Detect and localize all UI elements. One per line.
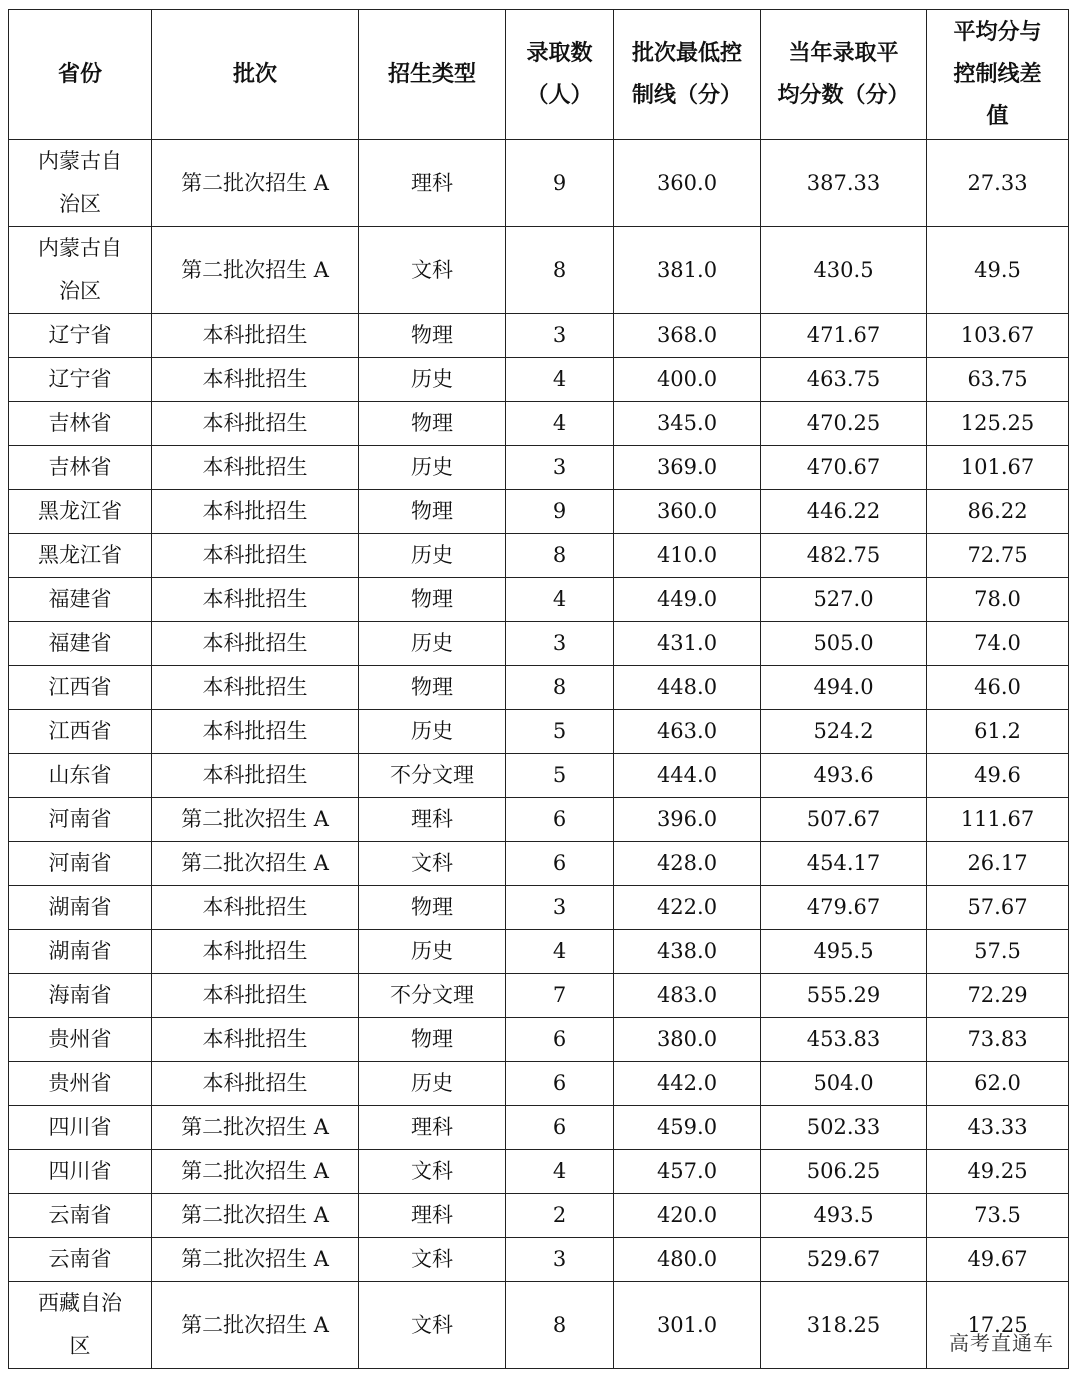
average-score-cell: 453.83 (761, 1018, 927, 1062)
province-cell: 辽宁省 (9, 314, 152, 358)
score-diff-cell: 62.0 (927, 1062, 1069, 1106)
batch-cell: 第二批次招生 A (152, 227, 359, 314)
score-diff-cell: 73.5 (927, 1194, 1069, 1238)
score-diff-cell: 17.25 (927, 1282, 1069, 1369)
batch-cell: 第二批次招生 A (152, 798, 359, 842)
table-row (9, 534, 1069, 578)
score-diff-cell: 49.6 (927, 754, 1069, 798)
batch-cell: 第二批次招生 A (152, 1106, 359, 1150)
score-diff-cell: 63.75 (927, 358, 1069, 402)
control-line-cell: 442.0 (614, 1062, 761, 1106)
table-row (9, 666, 1069, 710)
type-cell: 理科 (359, 1194, 506, 1238)
header-type: 招生类型 (359, 10, 506, 140)
average-score-cell: 482.75 (761, 534, 927, 578)
count-cell: 9 (506, 140, 614, 227)
type-cell: 文科 (359, 1282, 506, 1369)
score-diff-cell: 72.75 (927, 534, 1069, 578)
control-line-cell: 381.0 (614, 227, 761, 314)
average-score-cell: 471.67 (761, 314, 927, 358)
control-line-cell: 396.0 (614, 798, 761, 842)
province-cell: 福建省 (9, 578, 152, 622)
province-cell: 吉林省 (9, 402, 152, 446)
type-cell: 文科 (359, 1238, 506, 1282)
type-cell: 文科 (359, 842, 506, 886)
control-line-cell: 368.0 (614, 314, 761, 358)
header-average-score: 当年录取平 均分数（分） (761, 10, 927, 140)
count-cell: 2 (506, 1194, 614, 1238)
score-diff-cell: 73.83 (927, 1018, 1069, 1062)
score-diff-cell: 49.5 (927, 227, 1069, 314)
type-cell: 物理 (359, 314, 506, 358)
type-cell: 文科 (359, 1150, 506, 1194)
control-line-cell: 457.0 (614, 1150, 761, 1194)
average-score-cell: 387.33 (761, 140, 927, 227)
province-cell: 湖南省 (9, 886, 152, 930)
score-diff-cell: 43.33 (927, 1106, 1069, 1150)
control-line-cell: 448.0 (614, 666, 761, 710)
type-cell: 理科 (359, 140, 506, 227)
score-diff-cell: 78.0 (927, 578, 1069, 622)
type-cell: 物理 (359, 402, 506, 446)
table-row (9, 1018, 1069, 1062)
table-row (9, 798, 1069, 842)
average-score-cell: 430.5 (761, 227, 927, 314)
average-score-cell: 507.67 (761, 798, 927, 842)
type-cell: 历史 (359, 710, 506, 754)
average-score-cell: 470.67 (761, 446, 927, 490)
control-line-cell: 301.0 (614, 1282, 761, 1369)
count-cell: 6 (506, 842, 614, 886)
score-diff-cell: 57.5 (927, 930, 1069, 974)
batch-cell: 本科批招生 (152, 534, 359, 578)
control-line-cell: 380.0 (614, 1018, 761, 1062)
count-cell: 4 (506, 578, 614, 622)
average-score-cell: 524.2 (761, 710, 927, 754)
table-row (9, 1282, 1069, 1369)
province-cell: 内蒙古自 治区 (9, 227, 152, 314)
type-cell: 物理 (359, 1018, 506, 1062)
type-cell: 物理 (359, 666, 506, 710)
table-row (9, 842, 1069, 886)
province-cell: 海南省 (9, 974, 152, 1018)
average-score-cell: 470.25 (761, 402, 927, 446)
score-diff-cell: 49.67 (927, 1238, 1069, 1282)
count-cell: 8 (506, 666, 614, 710)
count-cell: 5 (506, 754, 614, 798)
table-row (9, 446, 1069, 490)
admission-score-table (8, 9, 1069, 1369)
type-cell: 历史 (359, 930, 506, 974)
table-row (9, 402, 1069, 446)
batch-cell: 本科批招生 (152, 358, 359, 402)
average-score-cell: 495.5 (761, 930, 927, 974)
control-line-cell: 420.0 (614, 1194, 761, 1238)
type-cell: 不分文理 (359, 974, 506, 1018)
count-cell: 8 (506, 534, 614, 578)
count-cell: 6 (506, 1062, 614, 1106)
count-cell: 6 (506, 1106, 614, 1150)
score-diff-cell: 101.67 (927, 446, 1069, 490)
table-row (9, 314, 1069, 358)
province-cell: 江西省 (9, 710, 152, 754)
header-score-diff: 平均分与 控制线差 值 (927, 10, 1069, 140)
batch-cell: 本科批招生 (152, 402, 359, 446)
province-cell: 黑龙江省 (9, 490, 152, 534)
table-row (9, 140, 1069, 227)
table-row (9, 710, 1069, 754)
count-cell: 3 (506, 622, 614, 666)
average-score-cell: 504.0 (761, 1062, 927, 1106)
type-cell: 理科 (359, 798, 506, 842)
province-cell: 河南省 (9, 798, 152, 842)
table-row (9, 1062, 1069, 1106)
control-line-cell: 444.0 (614, 754, 761, 798)
control-line-cell: 428.0 (614, 842, 761, 886)
header-province: 省份 (9, 10, 152, 140)
control-line-cell: 410.0 (614, 534, 761, 578)
table-row (9, 578, 1069, 622)
count-cell: 3 (506, 886, 614, 930)
average-score-cell: 494.0 (761, 666, 927, 710)
count-cell: 5 (506, 710, 614, 754)
header-count: 录取数 （人） (506, 10, 614, 140)
province-cell: 黑龙江省 (9, 534, 152, 578)
province-cell: 内蒙古自 治区 (9, 140, 152, 227)
table-row (9, 886, 1069, 930)
province-cell: 福建省 (9, 622, 152, 666)
province-cell: 四川省 (9, 1106, 152, 1150)
table-row (9, 1150, 1069, 1194)
type-cell: 历史 (359, 534, 506, 578)
province-cell: 山东省 (9, 754, 152, 798)
batch-cell: 本科批招生 (152, 930, 359, 974)
type-cell: 物理 (359, 578, 506, 622)
province-cell: 贵州省 (9, 1062, 152, 1106)
batch-cell: 本科批招生 (152, 314, 359, 358)
batch-cell: 本科批招生 (152, 490, 359, 534)
score-diff-cell: 125.25 (927, 402, 1069, 446)
count-cell: 3 (506, 1238, 614, 1282)
average-score-cell: 446.22 (761, 490, 927, 534)
average-score-cell: 493.5 (761, 1194, 927, 1238)
type-cell: 物理 (359, 886, 506, 930)
count-cell: 7 (506, 974, 614, 1018)
table-row (9, 227, 1069, 314)
table-row (9, 754, 1069, 798)
average-score-cell: 527.0 (761, 578, 927, 622)
count-cell: 8 (506, 1282, 614, 1369)
province-cell: 贵州省 (9, 1018, 152, 1062)
count-cell: 6 (506, 1018, 614, 1062)
table-row (9, 490, 1069, 534)
table-row (9, 930, 1069, 974)
count-cell: 6 (506, 798, 614, 842)
batch-cell: 本科批招生 (152, 1018, 359, 1062)
count-cell: 3 (506, 314, 614, 358)
control-line-cell: 449.0 (614, 578, 761, 622)
watermark: 高考直通车 (949, 1331, 1054, 1355)
province-cell: 吉林省 (9, 446, 152, 490)
score-diff-cell: 49.25 (927, 1150, 1069, 1194)
average-score-cell: 318.25 (761, 1282, 927, 1369)
average-score-cell: 463.75 (761, 358, 927, 402)
table-row (9, 358, 1069, 402)
table-row (9, 622, 1069, 666)
province-cell: 西藏自治 区 (9, 1282, 152, 1369)
score-diff-cell: 61.2 (927, 710, 1069, 754)
batch-cell: 本科批招生 (152, 446, 359, 490)
header-control-line: 批次最低控 制线（分） (614, 10, 761, 140)
control-line-cell: 431.0 (614, 622, 761, 666)
control-line-cell: 360.0 (614, 490, 761, 534)
control-line-cell: 463.0 (614, 710, 761, 754)
average-score-cell: 479.67 (761, 886, 927, 930)
batch-cell: 第二批次招生 A (152, 140, 359, 227)
score-diff-cell: 72.29 (927, 974, 1069, 1018)
type-cell: 文科 (359, 227, 506, 314)
average-score-cell: 454.17 (761, 842, 927, 886)
average-score-cell: 502.33 (761, 1106, 927, 1150)
province-cell: 云南省 (9, 1194, 152, 1238)
control-line-cell: 345.0 (614, 402, 761, 446)
score-diff-cell: 111.67 (927, 798, 1069, 842)
control-line-cell: 369.0 (614, 446, 761, 490)
table-row (9, 1106, 1069, 1150)
score-diff-cell: 46.0 (927, 666, 1069, 710)
batch-cell: 第二批次招生 A (152, 1282, 359, 1369)
score-diff-cell: 103.67 (927, 314, 1069, 358)
average-score-cell: 555.29 (761, 974, 927, 1018)
score-diff-cell: 86.22 (927, 490, 1069, 534)
average-score-cell: 506.25 (761, 1150, 927, 1194)
score-diff-cell: 57.67 (927, 886, 1069, 930)
type-cell: 历史 (359, 358, 506, 402)
control-line-cell: 438.0 (614, 930, 761, 974)
province-cell: 云南省 (9, 1238, 152, 1282)
type-cell: 物理 (359, 490, 506, 534)
type-cell: 不分文理 (359, 754, 506, 798)
control-line-cell: 459.0 (614, 1106, 761, 1150)
type-cell: 理科 (359, 1106, 506, 1150)
table-body (9, 140, 1069, 1369)
batch-cell: 本科批招生 (152, 754, 359, 798)
province-cell: 河南省 (9, 842, 152, 886)
type-cell: 历史 (359, 1062, 506, 1106)
control-line-cell: 400.0 (614, 358, 761, 402)
count-cell: 9 (506, 490, 614, 534)
average-score-cell: 529.67 (761, 1238, 927, 1282)
count-cell: 4 (506, 358, 614, 402)
control-line-cell: 422.0 (614, 886, 761, 930)
batch-cell: 第二批次招生 A (152, 842, 359, 886)
province-cell: 辽宁省 (9, 358, 152, 402)
header-batch: 批次 (152, 10, 359, 140)
table-header-row (9, 10, 1069, 140)
batch-cell: 第二批次招生 A (152, 1238, 359, 1282)
score-diff-cell: 26.17 (927, 842, 1069, 886)
province-cell: 四川省 (9, 1150, 152, 1194)
batch-cell: 第二批次招生 A (152, 1150, 359, 1194)
average-score-cell: 493.6 (761, 754, 927, 798)
type-cell: 历史 (359, 446, 506, 490)
count-cell: 3 (506, 446, 614, 490)
table-row (9, 1238, 1069, 1282)
control-line-cell: 483.0 (614, 974, 761, 1018)
batch-cell: 本科批招生 (152, 666, 359, 710)
table-row (9, 974, 1069, 1018)
table-row (9, 1194, 1069, 1238)
count-cell: 4 (506, 930, 614, 974)
control-line-cell: 360.0 (614, 140, 761, 227)
batch-cell: 第二批次招生 A (152, 1194, 359, 1238)
score-diff-cell: 74.0 (927, 622, 1069, 666)
batch-cell: 本科批招生 (152, 974, 359, 1018)
count-cell: 4 (506, 402, 614, 446)
province-cell: 江西省 (9, 666, 152, 710)
type-cell: 历史 (359, 622, 506, 666)
province-cell: 湖南省 (9, 930, 152, 974)
batch-cell: 本科批招生 (152, 622, 359, 666)
count-cell: 8 (506, 227, 614, 314)
average-score-cell: 505.0 (761, 622, 927, 666)
count-cell: 4 (506, 1150, 614, 1194)
control-line-cell: 480.0 (614, 1238, 761, 1282)
batch-cell: 本科批招生 (152, 710, 359, 754)
batch-cell: 本科批招生 (152, 1062, 359, 1106)
batch-cell: 本科批招生 (152, 886, 359, 930)
batch-cell: 本科批招生 (152, 578, 359, 622)
score-diff-cell: 27.33 (927, 140, 1069, 227)
